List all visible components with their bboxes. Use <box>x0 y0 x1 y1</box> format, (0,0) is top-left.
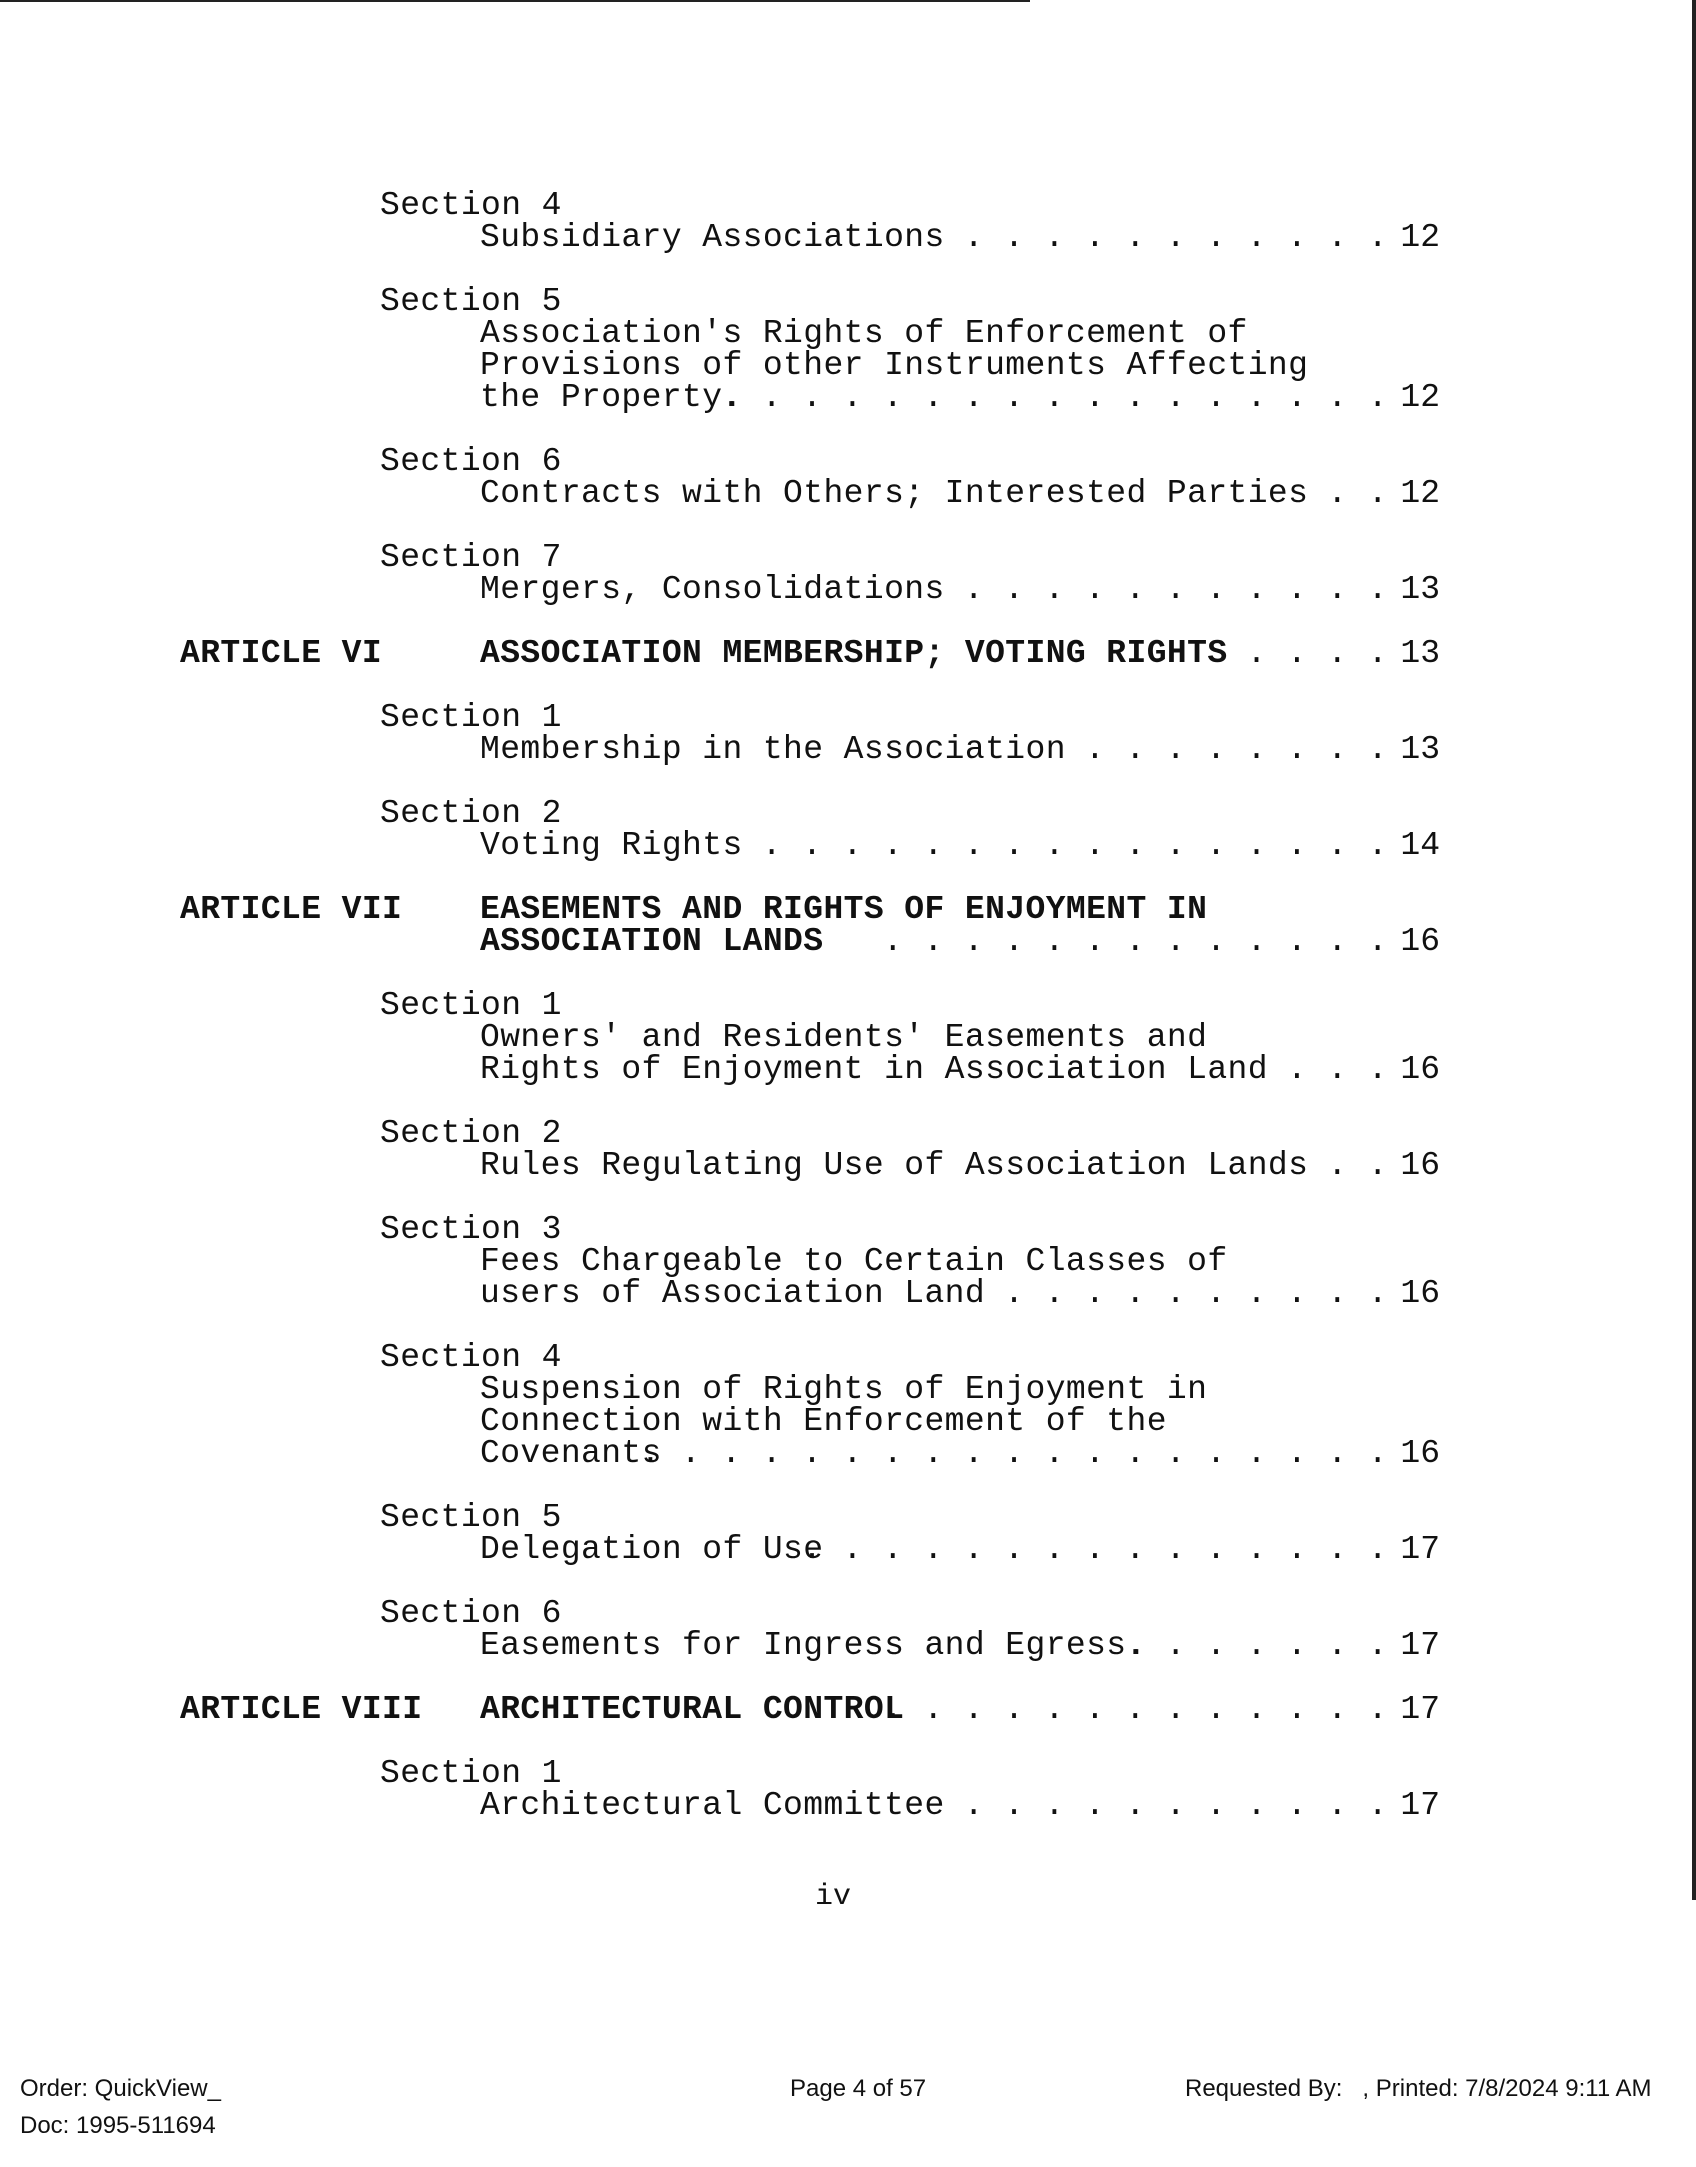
entry-title: Owners' and Residents' Easements and <box>480 1019 1208 1056</box>
footer-order: Order: QuickView_ <box>20 2075 221 2102</box>
entry-title: Suspension of Rights of Enjoyment in <box>480 1371 1208 1408</box>
section-label: Section 7 <box>380 539 562 576</box>
section-label: Section 6 <box>380 1595 562 1632</box>
dot-leader: . . . . . . . . . . . . . <box>882 1691 1388 1728</box>
entry-title: Covenants <box>480 1435 662 1472</box>
entry-title: Rules Regulating Use of Association Lands <box>480 1147 1309 1184</box>
dot-leader: . . . . <box>1246 635 1388 672</box>
entry-title: Easements for Ingress and Egress. <box>480 1627 1147 1664</box>
section-label: Section 1 <box>380 699 562 736</box>
dot-leader: . . . . . . . . . . . . . . . . <box>761 827 1388 864</box>
section-label: Section 4 <box>380 1339 562 1376</box>
page-reference: 17 <box>1400 1627 1440 1664</box>
page-reference: 12 <box>1400 379 1440 416</box>
entry-title: Architectural Committee <box>480 1787 945 1824</box>
entry-title: Provisions of other Instruments Affecting <box>480 347 1309 384</box>
article-title: EASEMENTS AND RIGHTS OF ENJOYMENT IN <box>480 891 1208 928</box>
dot-leader: . . . . . . . . . . . . . <box>882 923 1388 960</box>
entry-title: Voting Rights <box>480 827 743 864</box>
page-reference: 17 <box>1400 1787 1440 1824</box>
dot-leader: . . . . . . . . . . . . . . . . . <box>721 379 1388 416</box>
article-title: ARCHITECTURAL CONTROL <box>480 1691 905 1728</box>
page-reference: 12 <box>1400 475 1440 512</box>
footer-requested: Requested By: , Printed: 7/8/2024 9:11 AM <box>1185 2075 1652 2102</box>
page-reference: 16 <box>1400 1275 1440 1312</box>
entry-title: Mergers, Consolidations <box>480 571 945 608</box>
page-reference: 17 <box>1400 1531 1440 1568</box>
dot-leader: . . . . . . . . . . . <box>963 571 1388 608</box>
entry-title: Delegation of Use <box>480 1531 824 1568</box>
section-label: Section 1 <box>380 987 562 1024</box>
footer-page: Page 4 of 57 <box>790 2075 927 2102</box>
page-reference: 16 <box>1400 923 1440 960</box>
dot-leader: . . . . . . . . <box>1084 731 1388 768</box>
article-label: ARTICLE VIII <box>180 1691 423 1728</box>
section-label: Section 4 <box>380 187 562 224</box>
entry-title: the Property. <box>480 379 743 416</box>
dot-leader: . . . . . . . . . . . . . . . <box>802 1531 1388 1568</box>
dot-leader: . . . . . . . . . . . <box>963 219 1388 256</box>
section-label: Section 2 <box>380 1115 562 1152</box>
footer-doc: Doc: 1995-511694 <box>20 2112 216 2139</box>
page-reference: 13 <box>1400 731 1440 768</box>
article-title: ASSOCIATION MEMBERSHIP; VOTING RIGHTS <box>480 635 1228 672</box>
article-title: ASSOCIATION LANDS <box>480 923 824 960</box>
entry-title: Membership in the Association <box>480 731 1066 768</box>
entry-title: Fees Chargeable to Certain Classes of <box>480 1243 1228 1280</box>
entry-title: Association's Rights of Enforcement of <box>480 315 1248 352</box>
entry-title: Subsidiary Associations <box>480 219 945 256</box>
dot-leader: . . <box>1327 1147 1388 1184</box>
entry-title: Rights of Enjoyment in Association Land <box>480 1051 1268 1088</box>
top-rule <box>0 0 1030 2</box>
section-label: Section 3 <box>380 1211 562 1248</box>
page-reference: 16 <box>1400 1147 1440 1184</box>
page-reference: 17 <box>1400 1691 1440 1728</box>
page-reference: 13 <box>1400 635 1440 672</box>
dot-leader: . . . . . . . . . . . . . . . . . . . <box>640 1435 1388 1472</box>
section-label: Section 2 <box>380 795 562 832</box>
page-reference: 12 <box>1400 219 1440 256</box>
dot-leader: . . . . . . . . . . <box>1004 1275 1388 1312</box>
page-reference: 16 <box>1400 1435 1440 1472</box>
entry-title: Connection with Enforcement of the <box>480 1403 1167 1440</box>
page-reference: 14 <box>1400 827 1440 864</box>
article-label: ARTICLE VII <box>180 891 403 928</box>
entry-title: Contracts with Others; Interested Parties <box>480 475 1309 512</box>
dot-leader: . . . . . . . <box>1125 1627 1388 1664</box>
section-label: Section 5 <box>380 1499 562 1536</box>
dot-leader: . . . . . . . . . . . <box>963 1787 1388 1824</box>
page-reference: 16 <box>1400 1051 1440 1088</box>
page-number: iv <box>814 1880 851 1914</box>
section-label: Section 6 <box>380 443 562 480</box>
entry-title: users of Association Land <box>480 1275 986 1312</box>
section-label: Section 5 <box>380 283 562 320</box>
dot-leader: . . . <box>1286 1051 1388 1088</box>
page-reference: 13 <box>1400 571 1440 608</box>
scan-edge <box>1692 0 1696 1900</box>
section-label: Section 1 <box>380 1755 562 1792</box>
article-label: ARTICLE VI <box>180 635 383 672</box>
dot-leader: . . <box>1327 475 1388 512</box>
